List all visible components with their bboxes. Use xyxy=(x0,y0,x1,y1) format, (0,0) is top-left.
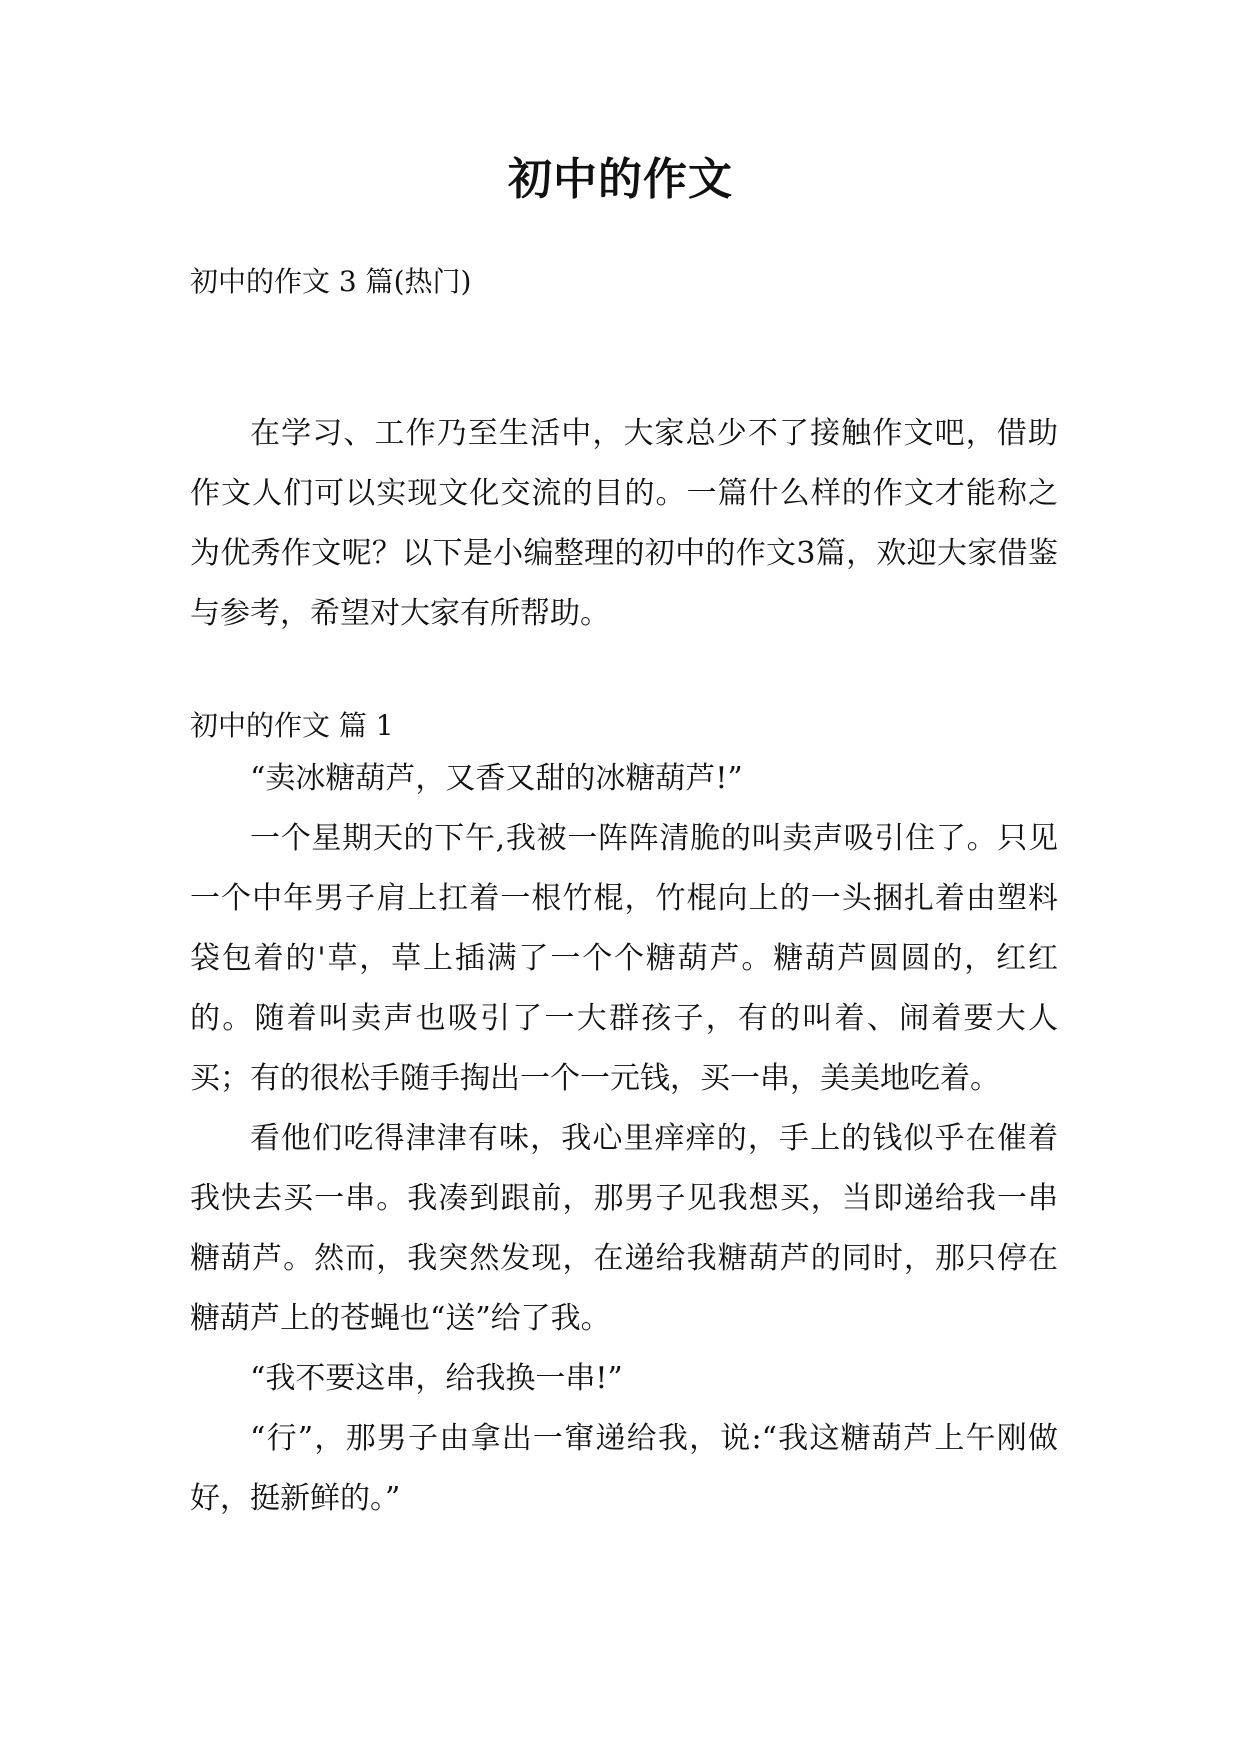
document-subtitle: 初中的作文 3 篇(热门) xyxy=(190,265,472,298)
story-paragraph: “行”，那男子由拿出一窜递给我，说:“我这糖葫芦上午刚做好，挺新鲜的。” xyxy=(190,1421,1058,1516)
section-heading: 初中的作文 篇 1 xyxy=(190,709,394,742)
story-block xyxy=(190,749,1058,1529)
document-title: 初中的作文 xyxy=(508,154,733,205)
story-paragraph: 看他们吃得津津有味，我心里痒痒的，手上的钱似乎在催着我快去买一串。我凑到跟前，那男子见我想买，当即递给我一串糖葫芦。然而，我突然发现，在递给我糖葫芦的同时，那只停在糖葫芦上的苍蝇也“送”给了我。 xyxy=(190,1121,1058,1336)
intro-paragraph: 在学习、工作乃至生活中，大家总少不了接触作文吧，借助作文人们可以实现文化交流的目的。一篇什么样的作文才能称之为优秀作文呢？以下是小编整理的初中的作文3篇，欢迎大家借鉴与参考，希望对大家有所帮助。 xyxy=(190,416,1058,631)
intro-block xyxy=(190,404,1058,644)
story-paragraph: “我不要这串，给我换一串!” xyxy=(250,1361,623,1396)
story-paragraph: “卖冰糖葫芦，又香又甜的冰糖葫芦!” xyxy=(250,761,743,796)
story-paragraph: 一个星期天的下午,我被一阵阵清脆的叫卖声吸引住了。只见一个中年男子肩上扛着一根竹棍，竹棍向上的一头捆扎着由塑料袋包着的'草，草上插满了一个个糖葫芦。糖葫芦圆圆的，红红的。随着叫卖声也吸引了一大群孩子，有的叫着、闹着要大人买；有的很松手随手掏出一个一元钱，买一串，美美地吃着。 xyxy=(190,821,1058,1096)
